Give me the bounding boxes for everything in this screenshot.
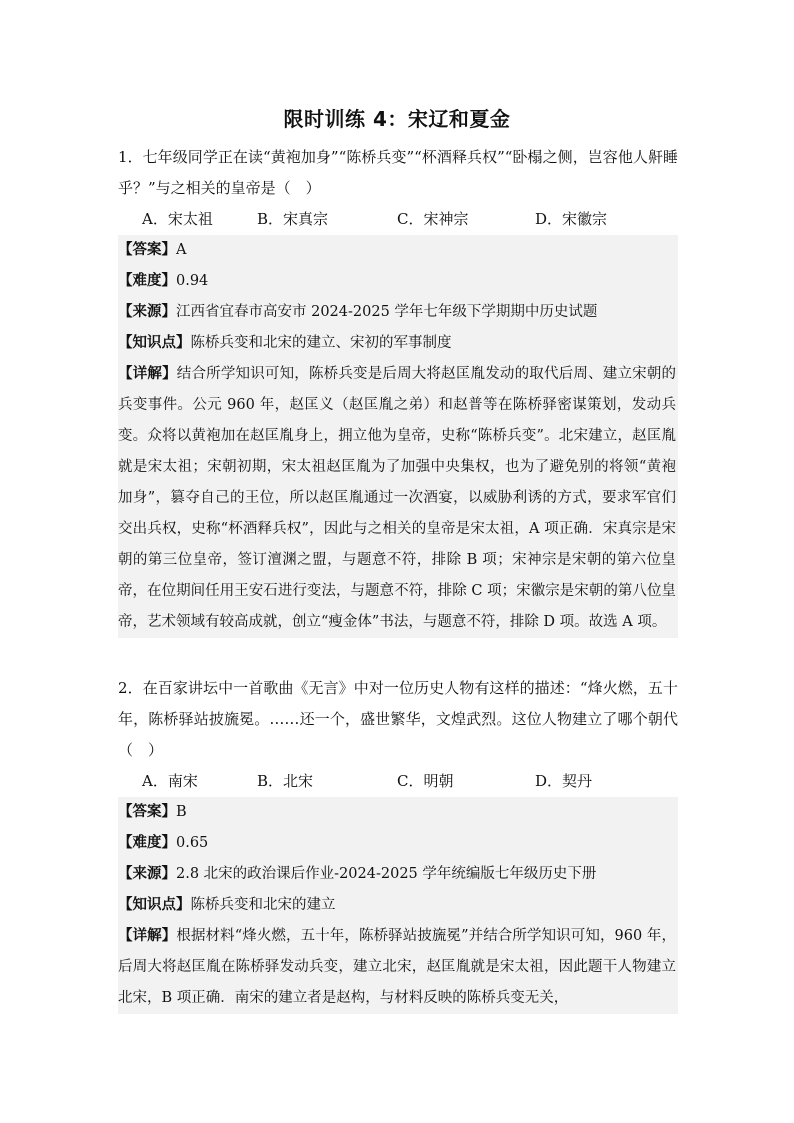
option-d: D．宋徽宗 <box>535 210 608 228</box>
option-b: B．北宋 <box>257 772 314 790</box>
option-c: C．明朝 <box>397 772 454 790</box>
knowledge-row <box>118 328 678 359</box>
detail-tag: 【详解】 <box>118 366 177 382</box>
difficulty-tag: 【难度】 <box>118 835 176 851</box>
answer-panel <box>118 797 678 1014</box>
difficulty-row <box>118 266 678 297</box>
answer-value: B <box>176 804 187 820</box>
difficulty-row <box>118 828 678 859</box>
source-tag: 【来源】 <box>118 866 176 882</box>
knowledge-row <box>118 890 678 921</box>
question-options <box>118 204 678 235</box>
source-value: 江西省宜春市高安市 2024-2025 学年七年级下学期期中历史试题 <box>176 304 598 320</box>
question-options <box>118 766 678 797</box>
answer-row <box>118 797 678 828</box>
difficulty-tag: 【难度】 <box>118 273 176 289</box>
knowledge-tag: 【知识点】 <box>118 897 191 913</box>
source-tag: 【来源】 <box>118 304 176 320</box>
knowledge-value: 陈桥兵变和北宋的建立 <box>190 897 336 913</box>
answer-value: A <box>176 242 187 258</box>
detail-row <box>118 359 678 638</box>
option-a: A．宋太祖 <box>142 210 213 228</box>
answer-tag: 【答案】 <box>118 242 176 258</box>
question-1 <box>118 142 678 638</box>
option-c: C．宋神宗 <box>397 210 469 228</box>
option-a: A．南宋 <box>142 772 198 790</box>
source-row <box>118 859 678 890</box>
difficulty-value: 0.94 <box>176 273 209 289</box>
detail-tag: 【详解】 <box>118 928 177 944</box>
page-title: 限时训练 4：宋辽和夏金 <box>283 107 511 131</box>
source-value: 2.8 北宋的政治课后作业-2024-2025 学年统编版七年级历史下册 <box>176 866 597 882</box>
question-stem: 1．七年级同学正在读“黄袍加身”“陈桥兵变”“杯酒释兵权”“卧榻之侧，岂容他人鼾睡乎？”与之相关的皇帝是（ ） <box>118 148 678 197</box>
option-b: B．宋真宗 <box>257 210 329 228</box>
question-2 <box>118 673 678 1014</box>
answer-panel <box>118 235 678 638</box>
detail-value: 结合所学知识可知，陈桥兵变是后周大将赵匡胤发动的取代后周、建立宋朝的兵变事件。公元 960 年，赵匡义（赵匡胤之弟）和赵普等在陈桥驿密谋策划，发动兵变。众将以黄袍加在赵匡胤身上，拥立他为皇帝，史称“陈桥兵变”。北宋建立，赵匡胤就是宋太祖；宋朝初期，宋太祖赵匡胤为了加强中央集权，也为了避免别的将领“黄袍加身”，篡夺自己的王位，所以赵匡胤通过一次酒宴，以威胁利诱的方式，要求军官们交出兵权，史称“杯酒释兵权”，因此与之相关的皇帝是宋太祖，A 项正确．宋真宗是宋朝的第三位皇帝，签订澶渊之盟，与题意不符，排除 B 项；宋神宗是宋朝的第六位皇帝，在位期间任用王安石进行变法，与题意不符，排除 C 项；宋徽宗是宋朝的第八位皇帝，艺术领域有较高成就，创立“瘦金体”书法，与题意不符，排除 D 项。故选 A 项。 <box>118 366 677 630</box>
detail-value: 根据材料“烽火燃，五十年，陈桥驿站披旒冕”并结合所学知识可知，960 年，后周大将赵匡胤在陈桥驿发动兵变，建立北宋，赵匡胤就是宋太祖，因此题干人物建立北宋，B 项正确．南宋的建立者是赵构，与材料反映的陈桥兵变无关， <box>118 928 677 1006</box>
source-row <box>118 297 678 328</box>
knowledge-tag: 【知识点】 <box>118 335 191 351</box>
question-stem: 2．在百家讲坛中一首歌曲《无言》中对一位历史人物有这样的描述：“烽火燃，五十年，陈桥驿站披旒冕。……还一个，盛世繁华，文煌武烈。这位人物建立了哪个朝代（ ） <box>118 679 678 759</box>
answer-row <box>118 235 678 266</box>
difficulty-value: 0.65 <box>176 835 209 851</box>
detail-row <box>118 921 678 1014</box>
knowledge-value: 陈桥兵变和北宋的建立、宋初的军事制度 <box>190 335 452 351</box>
option-d: D．契丹 <box>535 772 593 790</box>
answer-tag: 【答案】 <box>118 804 176 820</box>
